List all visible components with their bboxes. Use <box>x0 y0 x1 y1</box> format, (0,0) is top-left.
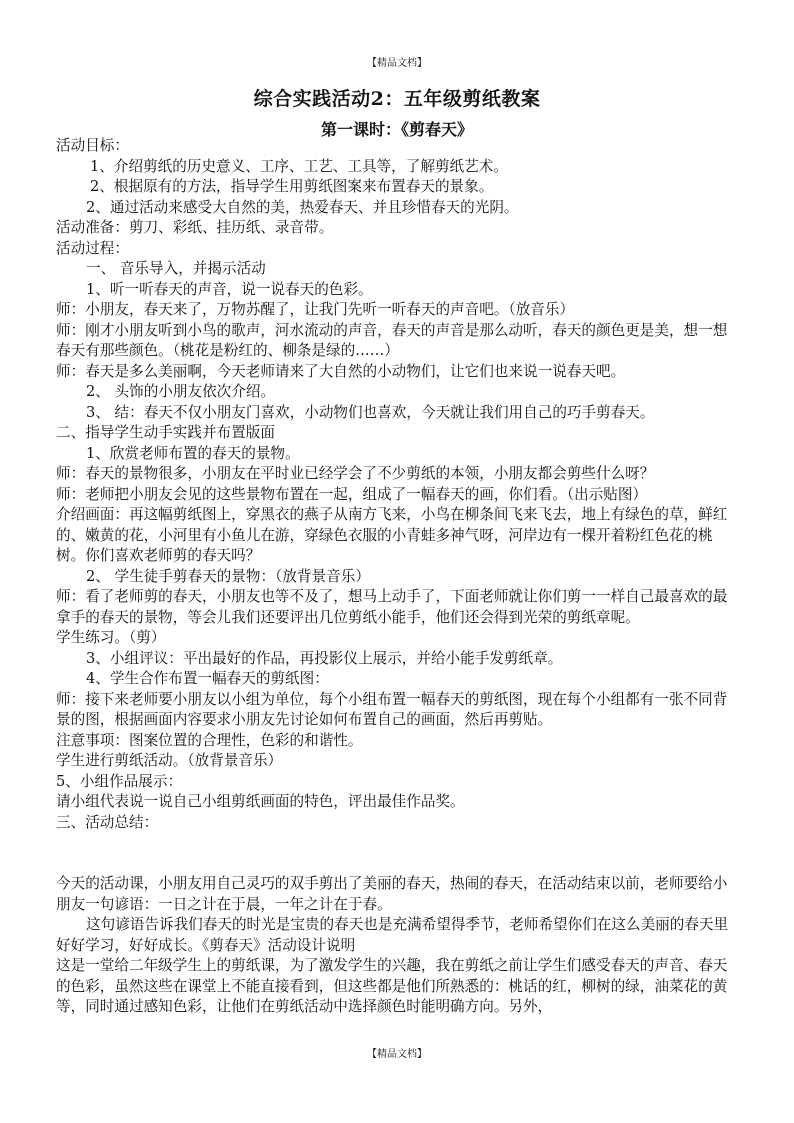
body-paragraph: 二、指导学生动手实践并布置版面 <box>56 424 275 441</box>
body-paragraph: 2、 学生徒手剪春天的景物：（放背景音乐） <box>86 567 370 585</box>
body-paragraph: 学生进行剪纸活动。（放背景音乐） <box>56 752 283 769</box>
body-paragraph: 师：春天的景物很多，小朋友在平时业已经学会了不少剪纸的本领，小朋友都会剪些什么呀？ <box>56 465 655 482</box>
lesson-plan-section <box>56 136 740 833</box>
body-paragraph: 1、听一听春天的声音，说一说春天的色彩。 <box>86 280 373 298</box>
body-paragraph: 今天的活动课，小朋友用自己灵巧的双手剪出了美丽的春天，热闹的春天，在活动结束以前，老师要给小朋友一句谚语：一日之计在于晨，一年之计在于春。 <box>56 875 728 913</box>
body-paragraph: 师：接下来老师要小朋友以小组为单位，每个小组布置一幅春天的剪纸图，现在每个小组都有一张不同背景的图，根据画面内容要求小朋友先讨论如何布置自己的画面，然后再剪贴。 <box>56 690 728 728</box>
body-paragraph: 3、小组评议：平出最好的作品，再投影仪上展示，并给小能手发剪纸章。 <box>86 649 563 667</box>
body-paragraph: 2、 头饰的小朋友依次介绍。 <box>86 383 276 400</box>
body-paragraph: 2、根据原有的方法，指导学生用剪纸图案来布置春天的景象。 <box>90 178 494 195</box>
document-subtitle: 第一课时：《剪春天》 <box>320 120 473 139</box>
blank-gap <box>56 833 740 874</box>
body-paragraph: 一、 音乐导入，并揭示活动 <box>86 260 266 277</box>
body-paragraph: 注意事项：图案位置的合理性，色彩的和谐性。 <box>56 731 363 749</box>
body-paragraph: 师：春天是多么美丽啊，今天老师请来了大自然的小动物们，让它们也来说一说春天吧。 <box>56 362 626 380</box>
document-body <box>56 136 740 1018</box>
body-paragraph: 请小组代表说一说自己小组剪纸画面的特色，评出最佳作品奖。 <box>56 793 465 810</box>
body-paragraph: 这是一堂给二年级学生上的剪纸课，为了激发学生的兴趣，我在剪纸之前让学生们感受春天的声音、春天的色彩，虽然这些在课堂上不能直接看到，但这些都是他们所熟悉的：桃话的红，柳树的绿，油菜花的黄等，同时通过感知色彩，让他们在剪纸活动中选择颜色时能明确方向。另外， <box>56 957 728 1015</box>
body-paragraph: 活动过程： <box>56 239 129 257</box>
body-paragraph: 5、小组作品展示： <box>56 772 183 790</box>
body-paragraph: 1、欣赏老师布置的春天的景物。 <box>86 444 300 462</box>
body-paragraph: 师：小朋友，春天来了，万物苏醒了，让我门先听一听春天的声音吧。（放音乐） <box>56 301 575 318</box>
body-paragraph: 学生练习。（剪） <box>56 629 166 646</box>
document-title: 综合实践活动2：五年级剪纸教案 <box>253 88 541 110</box>
page-header: 【精品文档】 <box>367 58 427 69</box>
body-paragraph: 1、介绍剪纸的历史意义、工序、工艺、工具等，了解剪纸艺术。 <box>90 157 508 175</box>
design-notes-section <box>56 874 740 1018</box>
body-paragraph: 师：老师把小朋友会见的这些景物布置在一起，组成了一幅春天的画，你们看。（出示贴图） <box>56 485 648 503</box>
body-paragraph: 活动目标： <box>56 137 129 154</box>
body-paragraph: 2、通过活动来感受大自然的美，热爱春天、并且珍惜春天的光阴。 <box>86 198 519 216</box>
body-paragraph: 师：看了老师剪的春天，小朋友也等不及了，想马上动手了，下面老师就让你们剪一一样自己最喜欢的最拿手的春天的景物，等会儿我们还要评出几位剪纸小能手，他们还会得到光荣的剪纸章呢。 <box>56 588 728 626</box>
body-paragraph: 介绍画面：再这幅剪纸图上，穿黑衣的燕子从南方飞来，小鸟在柳条间飞来飞去，地上有绿色的草，鲜红的、嫩黄的花，小河里有小鱼儿在游，穿绿色衣服的小青蛙多神气呀，河岸边有一棵开着粉红色花的桃树。你们喜欢老师剪的春天吗？ <box>56 506 728 564</box>
body-paragraph: 活动准备：剪刀、彩纸、挂历纸、录音带。 <box>56 219 334 236</box>
body-paragraph: 4、学生合作布置一幅春天的剪纸图： <box>86 670 329 687</box>
body-paragraph: 师：刚才小朋友听到小鸟的歌声，河水流动的声音，春天的声音是那么动听，春天的颜色更是美，想一想春天有那些颜色。（桃花是粉红的、柳条是绿的……） <box>56 321 728 359</box>
body-paragraph: 这句谚语告诉我们春天的时光是宝贵的春天也是充满希望得季节，老师希望你们在这么美丽的春天里好好学习，好好成长。《剪春天》活动设计说明 <box>56 916 729 954</box>
body-paragraph: 3、 结：春天不仅小朋友门喜欢，小动物们也喜欢，今天就让我们用自己的巧手剪春天。 <box>86 403 655 421</box>
body-paragraph: 三、活动总结： <box>56 813 159 831</box>
page-footer: 【精品文档】 <box>367 1049 427 1060</box>
